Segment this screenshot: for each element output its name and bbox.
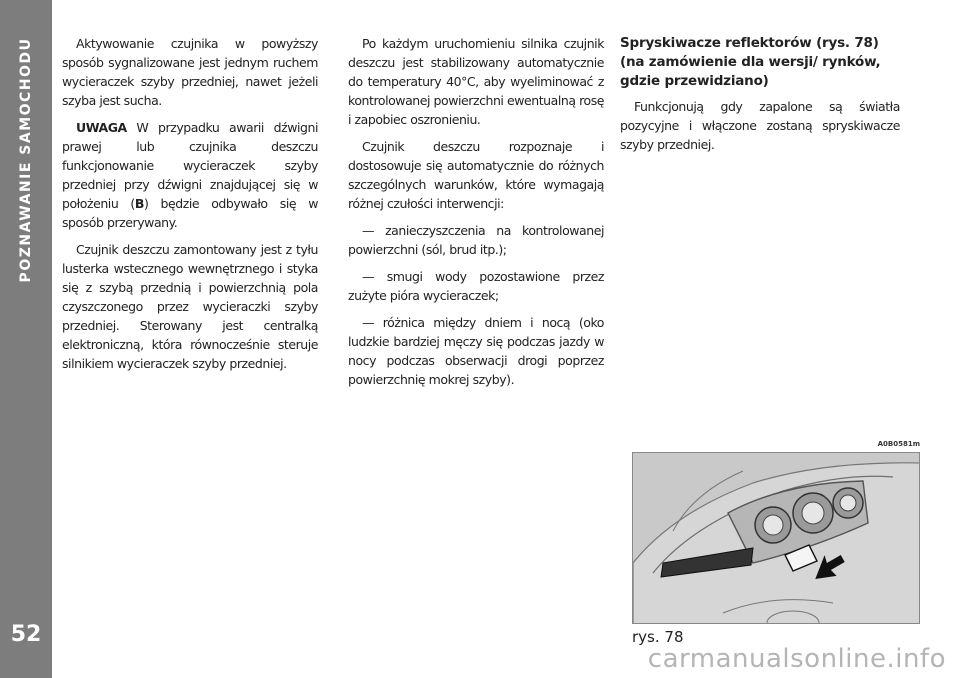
position-label: B: [134, 196, 144, 211]
paragraph: Czujnik deszczu zamontowany jest z tyłu lusterka wstecznego wewnętrznego i styka się z szybą przednią i powierzchnią pola czyszczonego przez wycieraczki szyby przedniej. Sterowany jest centralką elektroniczną, która równocześnie steruje silnikiem wycieraczek szyby przedniej.: [62, 242, 318, 371]
section-title: POZNAWANIE SAMOCHODU: [18, 37, 34, 283]
paragraph: Czujnik deszczu rozpoznaje i dostosowuje się automatycznie do różnych szczególnych warunków, które wymagają różnej czułości interwencji:: [348, 139, 604, 211]
list-item: — zanieczyszczenia na kontrolowanej powierzchni (sól, brud itp.);: [348, 223, 604, 257]
page-number: 52: [10, 622, 42, 647]
paragraph: Aktywowanie czujnika w powyższy sposób sygnalizowane jest jednym ruchem wycieraczek szyby przedniej, nawet jeżeli szyba jest sucha.: [62, 36, 318, 108]
text-column-2: [348, 34, 604, 397]
headlight-drawing: [633, 453, 920, 624]
paragraph: Po każdym uruchomieniu silnika czujnik deszczu jest stabilizowany automatycznie do temperatury 40°C, aby wyeliminować z kontrolowanej powierzchni ewentualną rosę i zapobiec oszronieniu.: [348, 36, 604, 127]
watermark: carmanualsonline.info: [647, 644, 946, 674]
warning-text-a: W przypadku awarii dźwigni prawej lub czujnika deszczu funkcjonowanie wycieraczek szyby przedniej przy dźwigni znajdującej się w położeniu (: [62, 120, 318, 211]
list-item: — różnica między dniem i nocą (oko ludzkie bardziej męczy się podczas jazdy w nocy podczas obserwacji drogi poprzez powierzchnię mokrej szyby).: [348, 315, 604, 387]
section-heading: Spryskiwacze reflektorów (rys. 78) (na zamówienie dla wersji/ rynków, gdzie przewidziano): [620, 35, 881, 89]
list-item: — smugi wody pozostawione przez zużyte pióra wycieraczek;: [348, 269, 604, 303]
warning-label: UWAGA: [76, 120, 127, 135]
warning-text-b: ) będzie odbywało się w sposób przerywany.: [62, 196, 318, 230]
figure-caption: rys. 78: [632, 628, 684, 646]
figure: [632, 440, 920, 624]
sidebar: [0, 0, 52, 678]
text-column-3: [620, 34, 900, 162]
figure-code: A0B0581m: [877, 440, 920, 448]
warning-paragraph: [62, 118, 318, 232]
paragraph: Funkcjonują gdy zapalone są światła pozycyjne i włączone zostaną spryskiwacze szyby przedniej.: [620, 99, 900, 152]
text-column-1: [62, 34, 318, 381]
headlight-illustration: [632, 452, 920, 624]
